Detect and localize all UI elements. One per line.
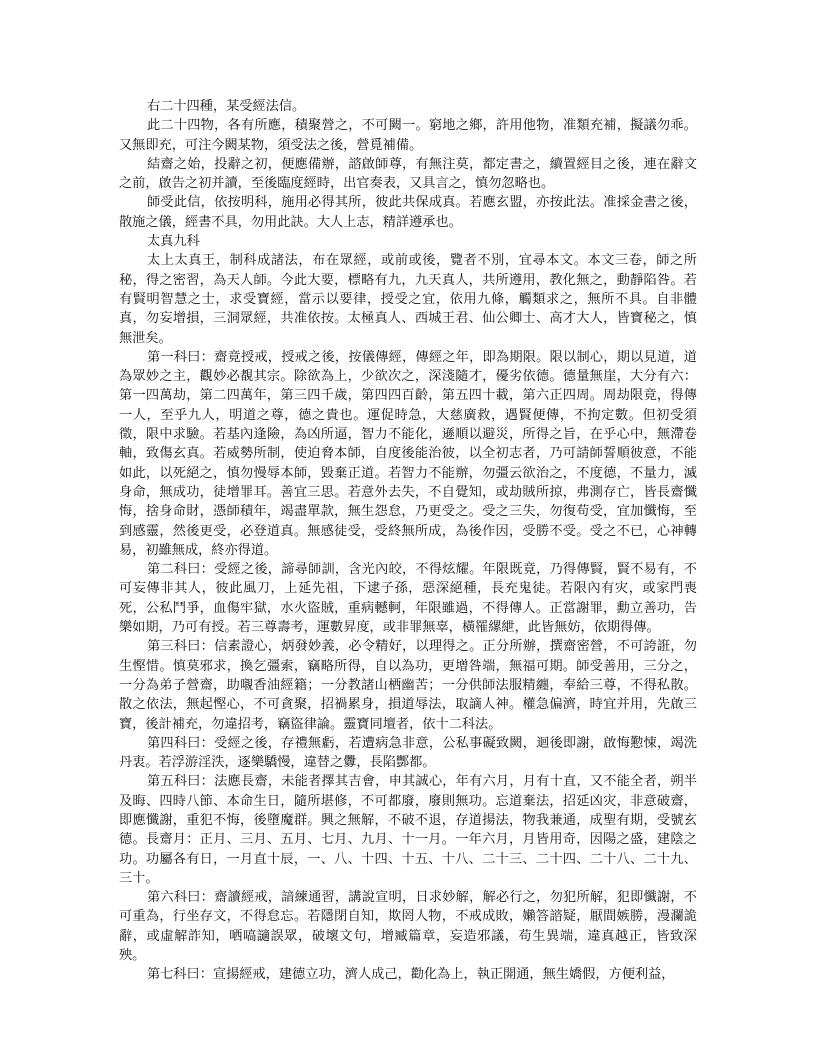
paragraph-fasting-start: 結齋之始，投辭之初，便應備辦，諮啟師尊，有無注莫，都定書之，續置經目之後，連在辭文之前，啟告之初并讀，至後臨度經時，出官奏表，又具言之，慎勿忽略也。 (119, 156, 697, 192)
paragraph-rule-6: 第六科曰：齋讀經戒，諳練通習，講說宣明，日求妙解，解必行之，勿犯所解，犯即懺謝，不可重為，行坐存文，不得怠忘。若隱閉自知，欺罔人物，不戒成敗，嬾答諮疑，厭間嫉勝，漫瀾詭辭，或虛解詐知，哂嗃讁誤眾，破壞文句，增臧篇章，妄造邪議，苟生異端，違真越正，皆致深殃。 (119, 890, 697, 964)
paragraph-introduction: 太上太真王，制科成諸法，布在眾經，或前或後，覽者不別，宜尋本文。本文三卷，師之所秘，得之密習，為天人師。今此大要，標略有九，九天真人，共所遵用，教化無之，動靜陷咎。若有賢明智慧之士，求受寶經，當示以要律，授受之宜，依用九條，觸類求之，無所不具。自非體真，勿妄增損，三洞眾經，共准依按。太極真人、西城王君、仙公卿士、高才大人，皆寶秘之，慎無泄矣。 (119, 253, 697, 346)
paragraph-offerings-list: 右二十四種，某受經法信。 (147, 99, 306, 114)
paragraph-rule-3: 第三科曰：信素證心，炳發妙義，必令精好，以理得之。正分所辦，撰齋密營，不可誇誑，勿生慳惜。慎莫邪求，換乞彊索，竊略所得，自以為功，更增咎端，無福可期。師受善用，三分之，一分為弟子營齋，助嚫香油經籍；一分教諸山栖幽苦；一分供師法服精纏，奉給三尊，不得私散。散之依法，無起慳心，不可貪聚，招禍累身，損道辱法，取謫人神。權急偏濟，時宜并用，先啟三寶，後計補充，勿違招考，竊盜律論。靈寶同壇者，依十二科法。 (119, 639, 697, 732)
paragraph-rule-5: 第五科曰：法應長齋，未能者擇其吉會，申其誠心，年有六月，月有十直，又不能全者，朔半及晦、四時八節、本命生日，隨所堪修，不可都廢，廢則無功。忘道棄法，招延凶灾，非意破齋，即應懺謝，重犯不悔，後墮魔群。興之無解，不破不退，存道揚法，物我兼通，成聖有期，受號玄德。長齋月：正月、三月、五月、七月、九月、十一月。一年六月，月皆用奇，因陽之盛，建陰之功。功屬各有日，一月直十辰，一、八、十四、十五、十八、二十三、二十四、二十八、二十九、三十。 (119, 774, 697, 886)
paragraph-teacher-receives: 師受此信，依按明科，施用必得其所，彼此共保成真。若應玄盟，亦按此法。准採金書之後，散施之儀，經書不具，勿用此訣。大人上志，精詳遵承也。 (119, 195, 697, 230)
paragraph-rule-4: 第四科曰：受經之後，存禮無虧，若遭病急非意，公私事礙致闕，迴後即謝，啟悔懃悚，竭洗丹衷。若浮游淫泆，逐樂驕慢，違替之釁，長陷酆都。 (119, 735, 697, 771)
document-body (119, 97, 697, 985)
paragraph-rule-1: 第一科曰：齋竟授戒，授戒之後，按儀傳經，傳經之年，即為期限。限以制心，期以見道，道為眾妙之主，觀妙必覩其宗。除欲為上，少欲次之，深淺隨才，優劣依德。德量無崖，大分有六：第一四萬劫，第二四萬年，第三四千歲，第四四百齡，第五四十載，第六正四周。周劫限竟，得傳一人，至乎九人，明道之尊，德之貴也。運促時急，大慈廣救，遇賢便傳，不拘定數。但初受須徵，限中求驗。若基內逢險，為凶所逼，智力不能化，遜順以避災，所得之旨，在乎心中，無滯卷軸，致傷玄真。若威勢所制，使迫脅本師，自度後能治彼，以全初志者，乃可請師誓順彼意，不能如此，以死絕之，慎勿慢辱本師，毀棄正道。若智力不能辦，勿彊云欲治之，不度德，不量力，滅身命，無成功，徒增罪耳。善宜三思。若意外去失，不自覺知，或劫賊所掠，弗測存亡，皆長齋懺悔，捨身命財，憑師積年，竭盡單款，無生怨怠，乃更受之。受之三失，勿復苟受，宜加懺悔，至到感靈，然後更受，必登道真。無感徒受，受終無所成，為後作因，受勝不受。受之不已，心神轉易，初雖無成，終亦得道。 (119, 349, 697, 558)
paragraph-offerings-rules: 此二十四物，各有所應，積聚營之，不可闕一。窮地之鄉，許用他物，准類充補，擬議勿乖。又無即充，可注今闕某物，須受法之後，營覓補備。 (119, 118, 697, 153)
paragraph-rule-7: 第七科曰：宣揚經戒，建德立功，濟人成己，勸化為上，執正開通，無生嬌假，方便利益， (147, 967, 675, 983)
section-heading: 太真九科 (147, 234, 200, 250)
paragraph-rule-2: 第二科曰：受經之後，諦尋師訓，含光內皎，不得炫耀。年限既竟，乃得傳賢，賢不易有，不可妄傳非其人，彼此風刀，上延先祖，下逮子孫，惡深絕種，長充鬼徒。若限內有灾，或家門喪死，公私鬥爭，血傷牢獄，水火盜賊，重病轗軻，年限雖過，不得傳人。正當謝罪，勳立善功，告樂如期，乃可有授。若三尊壽考，運數昇度，或非罪無辜，橫罹縲紲，此皆無妨，依期得傳。 (119, 562, 697, 636)
